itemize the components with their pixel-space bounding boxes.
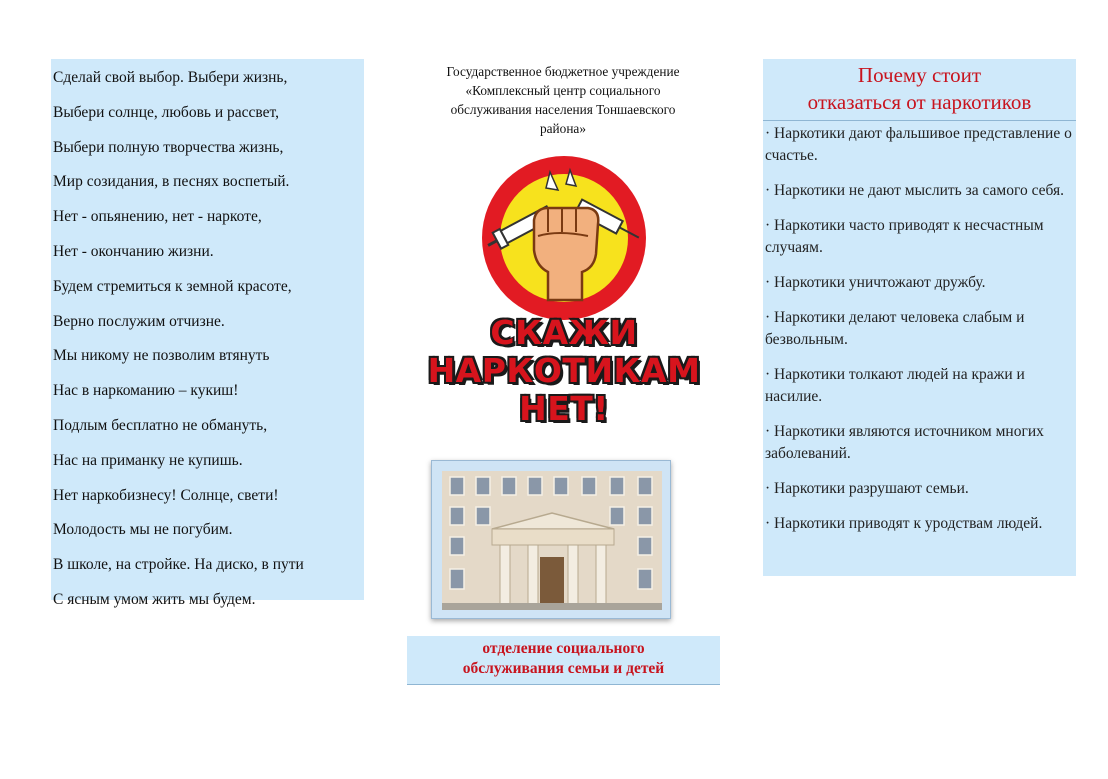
poem-line: Мир созидания, в песнях воспетый. [53, 173, 290, 191]
poem-line: С ясным умом жить мы будем. [53, 590, 256, 608]
poem-line: Будем стремиться к земной красоте, [53, 277, 292, 295]
organization-name [412, 62, 714, 138]
poem-line: Подлым бесплатно не обмануть, [53, 416, 268, 434]
reason-item: · Наркотики уничтожают дружбу. [765, 274, 986, 291]
reasons-title-line: Почему стоит [857, 63, 982, 87]
reasons-panel [763, 59, 1076, 576]
poem-line: Мы никому не позволим втянуть [53, 347, 270, 365]
fist-breaking-syringe-icon [478, 150, 650, 326]
poem-line: Нет - опьянению, нет - наркоте, [53, 208, 262, 226]
reason-item: · Наркотики приводят к уродствам людей. [765, 515, 1043, 532]
slogan [414, 314, 714, 428]
department-line: отделение социального [482, 640, 645, 657]
org-line: Государственное бюджетное учреждение [446, 64, 680, 79]
reasons-title [763, 59, 1076, 121]
poem-line: Молодость мы не погубим. [53, 521, 233, 539]
building-illustration [442, 471, 662, 610]
poem-line: Нас в наркоманию – кукиш! [53, 382, 239, 400]
reason-item: · Наркотики являются источником многих заболеваний. [765, 423, 1044, 462]
org-line: района» [540, 121, 586, 136]
poem-line: Выбери солнце, любовь и рассвет, [53, 103, 279, 121]
reason-item: · Наркотики дают фальшивое представление о счастье. [765, 125, 1072, 164]
org-line: «Комплексный центр социального [465, 83, 661, 98]
reason-item: · Наркотики не дают мыслить за самого себя. [765, 182, 1065, 199]
reasons-list [763, 121, 1076, 535]
poem-panel [51, 59, 364, 608]
department-line: обслуживания семьи и детей [462, 660, 665, 677]
department-banner [407, 636, 720, 685]
poem-line: Выбери полную творчества жизнь, [53, 138, 284, 156]
reason-item: · Наркотики разрушают семьи. [765, 480, 969, 497]
org-line: обслуживания населения Тоншаевского [450, 102, 676, 117]
reason-item: · Наркотики делают человека слабым и безвольным. [765, 309, 1025, 348]
poem-line: Верно послужим отчизне. [53, 312, 225, 330]
reasons-title-line: отказаться от наркотиков [807, 90, 1032, 114]
building-photo [431, 460, 671, 619]
poem-line: В школе, на стройке. На диско, в пути [53, 556, 304, 574]
slogan-line: НЕТ! [519, 389, 609, 428]
slogan-line: СКАЖИ [490, 313, 638, 352]
reason-item: · Наркотики часто приводят к несчастным случаям. [765, 217, 1044, 256]
reason-item: · Наркотики толкают людей на кражи и насилие. [765, 366, 1025, 405]
poem-line: Сделай свой выбор. Выбери жизнь, [53, 69, 288, 86]
poem-line: Нас на приманку не купишь. [53, 451, 243, 469]
poem-line: Нет наркобизнесу! Солнце, свети! [53, 486, 279, 504]
poem-line: Нет - окончанию жизни. [53, 242, 214, 260]
slogan-line: НАРКОТИКАМ [427, 351, 701, 390]
